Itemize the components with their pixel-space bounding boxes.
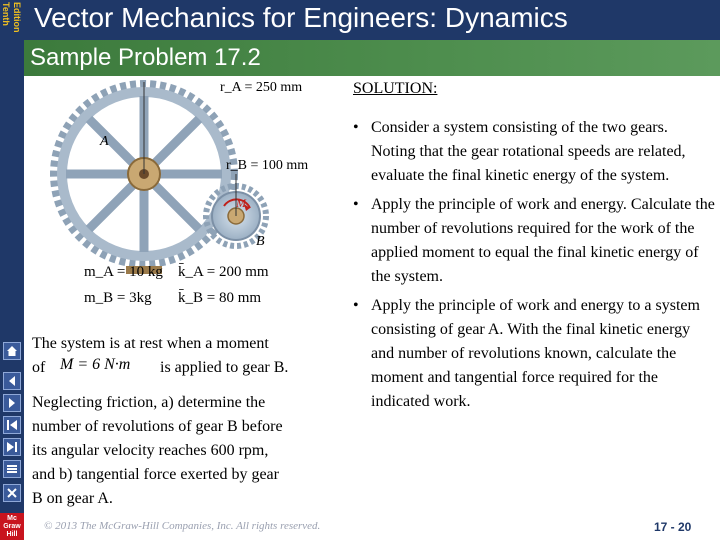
problem-line-2-end: is applied to gear B.	[160, 359, 289, 376]
problem-line-7: B on gear A.	[32, 490, 113, 507]
solution-bullet	[353, 193, 715, 289]
back-icon[interactable]	[3, 372, 21, 390]
list-icon[interactable]	[3, 460, 21, 478]
copyright-text: © 2013 The McGraw-Hill Companies, Inc. All rights reserved.	[44, 520, 321, 532]
problem-line-5: its angular velocity reaches 600 rpm,	[32, 442, 269, 459]
bullet-dot: •	[353, 297, 359, 314]
problem-line-6: and b) tangential force exerted by gear	[32, 466, 279, 483]
mcgraw-hill-logo	[0, 513, 24, 540]
ma-value: m_A = 10 kg	[84, 264, 163, 280]
logo-line3: Hill	[6, 531, 18, 538]
moment-formula: M = 6 N·m	[60, 356, 131, 373]
home-icon[interactable]	[3, 342, 21, 360]
problem-line-1: The system is at rest when a moment	[32, 335, 269, 352]
logo-line1: Mc	[7, 515, 17, 522]
nav-sidebar	[0, 0, 24, 540]
edition-line1: Tenth	[1, 2, 11, 26]
header-bar	[24, 0, 720, 40]
rb-label: r_B = 100 mm	[226, 158, 309, 173]
edition-label	[1, 2, 23, 42]
solution-bullet-text: Apply the principle of work and energy to a system consisting of gear A. With the final kinetic energy and number of revolutions known, calculate the moment and tangential force required for the indicated work.	[371, 297, 700, 410]
kb-value: k̄_B = 80 mm	[178, 290, 262, 306]
subheader-bar	[24, 40, 720, 76]
edition-line2: Edition	[12, 2, 22, 33]
last-icon[interactable]	[3, 438, 21, 456]
first-icon[interactable]	[3, 416, 21, 434]
section-title: Sample Problem 17.2	[30, 44, 261, 71]
gear-a-label: A	[100, 134, 109, 149]
next-icon[interactable]	[3, 394, 21, 412]
solution-bullet	[353, 116, 715, 188]
mb-value: m_B = 3kg	[84, 290, 152, 306]
problem-line-3: Neglecting friction, a) determine the	[32, 394, 266, 411]
solution-bullet	[353, 294, 715, 414]
moment-label: M	[236, 196, 246, 210]
problem-line-2-start: of	[32, 359, 46, 376]
exit-icon[interactable]	[3, 484, 21, 502]
problem-line-4: number of revolutions of gear B before	[32, 418, 283, 435]
ra-label: r_A = 250 mm	[220, 80, 303, 95]
solution-bullet-text: Apply the principle of work and energy. Calculate the number of revolutions required for the work of the applied moment to equal the final kinetic energy of the system.	[371, 196, 715, 285]
logo-line2: Graw	[3, 523, 21, 530]
solution-heading: SOLUTION:	[353, 80, 438, 97]
ka-value: k̄_A = 200 mm	[178, 264, 269, 280]
page-title: Vector Mechanics for Engineers: Dynamics	[34, 2, 568, 33]
solution-bullet-text: Consider a system consisting of the two gears. Noting that the gear rotational speeds are related, evaluate the final kinetic energy of the system.	[371, 119, 686, 184]
gear-figure	[40, 78, 340, 328]
solution-list	[353, 116, 715, 419]
bullet-dot: •	[353, 196, 359, 213]
bullet-dot: •	[353, 119, 359, 136]
gear-b-label: B	[256, 234, 265, 249]
page-number: 17 - 20	[654, 520, 692, 534]
